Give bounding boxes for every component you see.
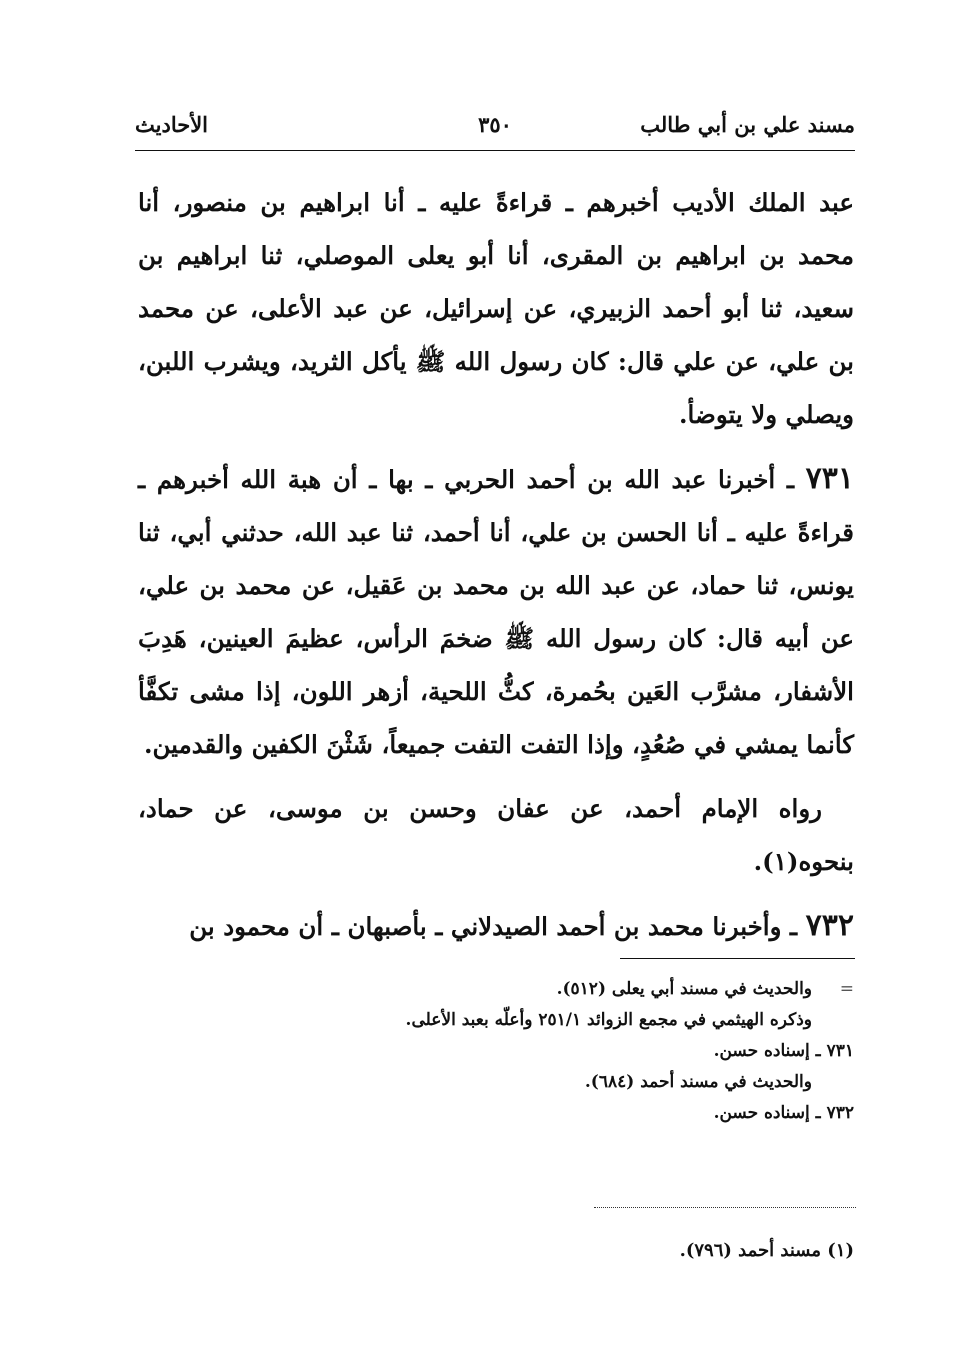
commentary-notes xyxy=(138,974,854,1129)
hadith-number: ٧٣٢ xyxy=(805,908,854,943)
running-header xyxy=(135,112,855,148)
hadith-text: ـ أخبرنا عبد الله بن أحمد الحربي ـ بها ـ أن هبة الله أخبرهم ـ قراءةً عليه ـ أنا الحسن بن علي، أنا أحمد، ثنا عبد الله، حدثني أبي، ثنا يونس، ثنا حماد، عن عبد الله بن محمد بن عَقيل، عن محمد بن علي، عن أبيه قال: كان رسول الله ﷺ ضخمَ الرأس، عظيمَ العينين، هَدِبَ الأشفار، مشرَّب العَين بحُمرة، كثُّ اللحية، أزهر اللون، إذا مشى تكفَّأ كأنما يمشي في صُعُدٍ، وإذا التفت التفت جميعاً، شَثْنَ الكفين والقدمين. xyxy=(138,465,854,759)
note-line: ٧٣١ ـ إسناده حسن. xyxy=(713,1041,854,1061)
paragraph-continuation: عبد الملك الأديب أخبرهم ـ قراءةً عليه ـ أنا ابراهيم بن منصور، أنا محمد بن ابراهيم بن المقرى، أنا أبو يعلى الموصلي، ثنا ابراهيم بن سعيد، ثنا أبو أحمد الزبيري، عن إسرائيل، عن عبد الأعلى، عن محمد بن علي، عن علي قال: كان رسول الله ﷺ يأكل الثريد، ويشرب اللبن، ويصلي ولا يتوضأ. xyxy=(138,188,854,429)
note-line: وذكره الهيثمي في مجمع الزوائد ٢٥١/١ وأعلّه بعبد الأعلى. xyxy=(405,1010,812,1030)
note-line: والحديث في مسند أحمد (٦٨٤). xyxy=(584,1072,812,1092)
hadith-text: ـ وأخبرنا محمد بن أحمد الصيدلاني ـ بأصبهان ـ أن محمود بن xyxy=(189,912,798,941)
footnote-rule xyxy=(594,1207,856,1208)
hadith-731 xyxy=(138,452,854,771)
note-line: =والحديث في مسند أبي يعلى (٥١٢). xyxy=(138,974,854,1005)
narration-paragraph: رواه الإمام أحمد، عن عفان وحسن بن موسى، عن حماد، بنحوه(١). xyxy=(138,794,854,876)
main-text xyxy=(138,176,854,964)
continuation-mark: = xyxy=(839,979,854,999)
hadith-732 xyxy=(138,899,854,953)
note-line: ٧٣٢ ـ إسناده حسن. xyxy=(713,1103,854,1123)
hadith-number: ٧٣١ xyxy=(805,461,854,496)
page-number: ٣٥٠ xyxy=(478,112,512,137)
notes-rule xyxy=(620,958,855,959)
footnote: (١) مسند أحمد (٧٩٦). xyxy=(679,1240,854,1261)
header-rule xyxy=(135,150,855,151)
section-title: الأحاديث xyxy=(135,112,209,137)
book-title: مسند علي بن أبي طالب xyxy=(640,112,855,137)
